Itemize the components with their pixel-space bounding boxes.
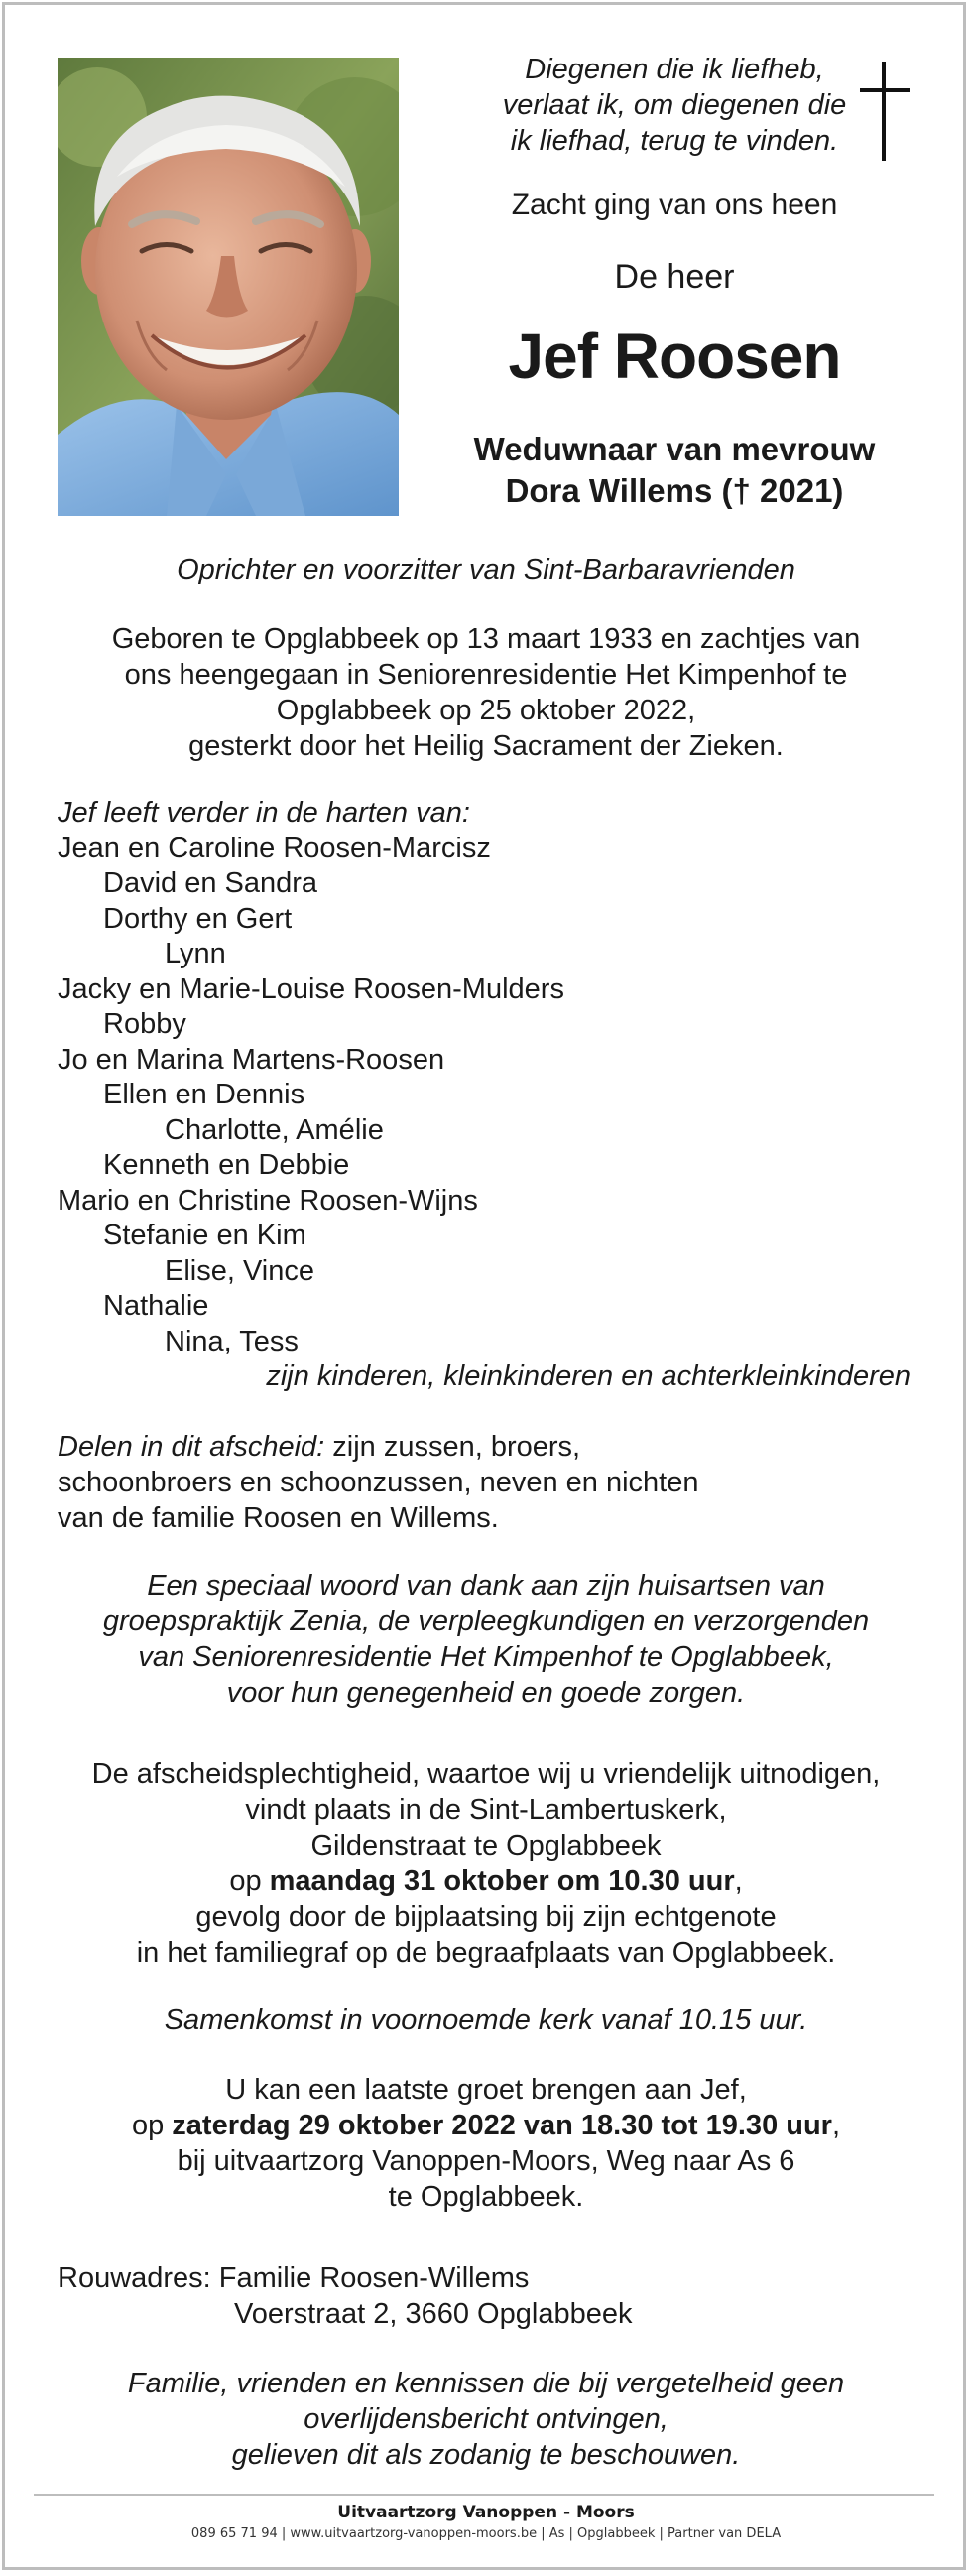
family-member: Jacky en Marie-Louise Roosen-Mulders <box>58 972 564 1005</box>
family-member: David en Sandra <box>103 867 318 899</box>
visitation-date: zaterdag 29 oktober 2022 van 18.30 tot 19.30 uur <box>172 2110 832 2141</box>
widower-line: Weduwnaar van mevrouw <box>473 431 876 467</box>
ceremony-date: maandag 31 oktober om 10.30 uur <box>269 1866 735 1897</box>
portrait-photo <box>58 58 399 516</box>
gathering-note: Samenkomst in voornoemde kerk vanaf 10.15 uur. <box>164 2004 808 2036</box>
role-note: Oprichter en voorzitter van Sint-Barbaravrienden <box>177 554 795 585</box>
family-member: Jean en Caroline Roosen-Marcisz <box>58 832 491 864</box>
quote-line: Diegenen die ik liefheb, <box>525 54 824 85</box>
quote-line: ik liefhad, terug te vinden. <box>510 125 839 157</box>
family-member: Jo en Marina Martens-Roosen <box>58 1043 445 1076</box>
visitation-line: te Opglabbeek. <box>388 2181 584 2213</box>
closing-note <box>40 2366 932 2473</box>
thanks-line: Een speciaal woord van dank aan zijn huisartsen van <box>147 1570 825 1602</box>
birth-details <box>40 621 932 764</box>
widower-note <box>417 429 932 512</box>
family-member: Elise, Vince <box>165 1254 314 1287</box>
family-member: Lynn <box>165 938 226 969</box>
ceremony-line: De afscheidsplechtigheid, waartoe wij u vriendelijk uitnodigen, <box>91 1758 881 1790</box>
announcement: Zacht ging van ons heen <box>511 189 838 221</box>
thanks-note <box>40 1568 932 1711</box>
sharing-label: Delen in dit afscheid: <box>58 1431 325 1463</box>
ceremony-details <box>40 1756 932 1971</box>
closing-line: overlijdensbericht ontvingen, <box>304 2403 668 2435</box>
family-closing: zijn kinderen, kleinkinderen en achterkleinkinderen <box>266 1360 911 1392</box>
family-member: Nathalie <box>103 1290 209 1322</box>
deceased-name: Jef Roosen <box>508 321 841 392</box>
family-member: Dorthy en Gert <box>103 902 293 935</box>
ceremony-date-prefix: op <box>229 1866 270 1897</box>
family-member: Robby <box>103 1008 186 1040</box>
sharing-note <box>58 1429 930 1536</box>
birth-line: ons heengegaan in Seniorenresidentie Het Kimpenhof te <box>124 659 848 691</box>
visitation-line: bij uitvaartzorg Vanoppen-Moors, Weg naar As 6 <box>177 2145 795 2177</box>
address-label: Rouwadres: Familie Roosen-Willems <box>58 2262 530 2294</box>
birth-line: Opglabbeek op 25 oktober 2022, <box>276 695 696 726</box>
thanks-line: voor hun genegenheid en goede zorgen. <box>226 1677 746 1709</box>
visitation-line: U kan een laatste groet brengen aan Jef, <box>225 2074 747 2106</box>
address-street: Voerstraat 2, 3660 Opglabbeek <box>234 2298 633 2330</box>
ceremony-line: vindt plaats in de Sint-Lambertuskerk, <box>245 1794 727 1826</box>
closing-line: gelieven dit als zodanig te beschouwen. <box>231 2439 741 2471</box>
thanks-line: groepspraktijk Zenia, de verpleegkundigen en verzorgenden <box>102 1606 870 1637</box>
thanks-line: van Seniorenresidentie Het Kimpenhof te Opglabbeek, <box>138 1641 834 1673</box>
visitation-prefix: op <box>131 2110 173 2141</box>
visitation-suffix: , <box>831 2110 841 2141</box>
ceremony-line: gevolg door de bijplaatsing bij zijn echtgenote <box>195 1901 777 1933</box>
quote-line: verlaat ik, om diegenen die <box>502 89 847 121</box>
widower-line: Dora Willems († 2021) <box>505 472 844 509</box>
birth-line: Geboren te Opglabbeek op 13 maart 1933 en zachtjes van <box>111 623 861 655</box>
family-member: Ellen en Dennis <box>103 1079 305 1110</box>
ceremony-date-suffix: , <box>734 1866 743 1897</box>
family-member: Mario en Christine Roosen-Wijns <box>58 1184 478 1217</box>
sharing-line: van de familie Roosen en Willems. <box>58 1502 499 1534</box>
ceremony-line: in het familiegraf op de begraafplaats van Opglabbeek. <box>136 1937 836 1969</box>
visitation-details <box>40 2072 932 2215</box>
sharing-first: zijn zussen, broers, <box>324 1431 581 1463</box>
closing-line: Familie, vrienden en kennissen die bij vergetelheid geen <box>127 2368 845 2399</box>
sharing-line: schoonbroers en schoonzussen, neven en nichten <box>58 1467 699 1498</box>
family-member: Kenneth en Debbie <box>103 1149 350 1181</box>
birth-line: gesterkt door het Heilig Sacrament der Zieken. <box>188 730 784 762</box>
family-member: Charlotte, Amélie <box>165 1113 384 1146</box>
ceremony-line: Gildenstraat te Opglabbeek <box>310 1830 662 1862</box>
family-intro: Jef leeft verder in de harten van: <box>58 797 470 829</box>
footer-title: Uitvaartzorg Vanoppen - Moors <box>337 2503 635 2522</box>
family-member: Stefanie en Kim <box>103 1220 306 1251</box>
family-list <box>58 796 930 1395</box>
salutation: De heer <box>614 258 735 296</box>
family-member: Nina, Tess <box>165 1325 299 1357</box>
footer-details: 089 65 71 94 | www.uitvaartzorg-vanoppen-moors.be | As | Opglabbeek | Partner van DELA <box>190 2526 782 2541</box>
mourning-address <box>58 2260 930 2332</box>
opening-quote <box>426 52 922 159</box>
footer-divider <box>34 2494 934 2496</box>
